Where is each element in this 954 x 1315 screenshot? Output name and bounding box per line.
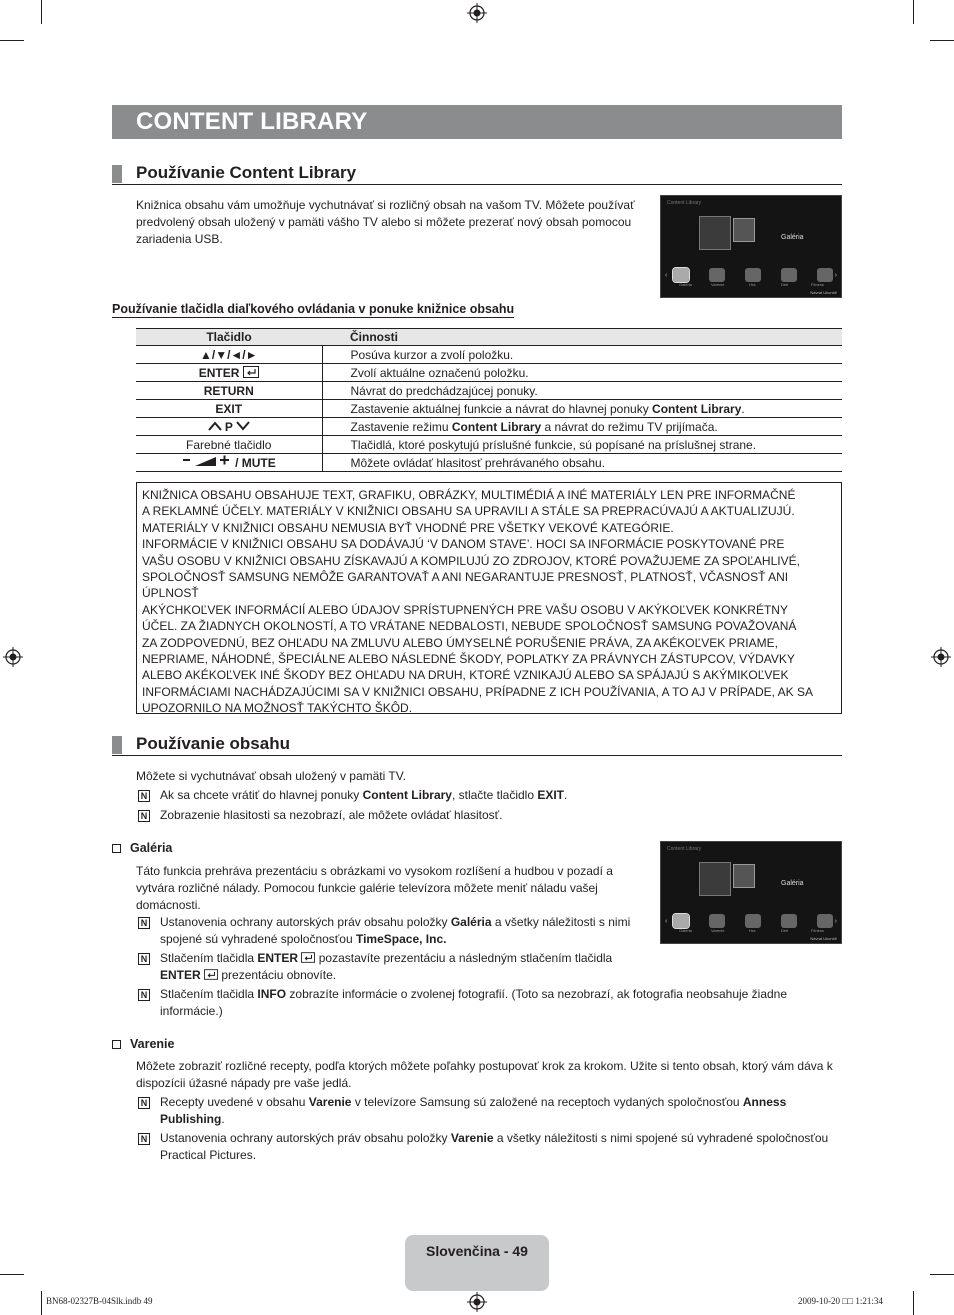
key-cell: RETURN [136, 382, 322, 400]
crop-mark [930, 40, 954, 41]
checkbox-bullet-icon [112, 844, 121, 853]
note-icon: N [138, 917, 150, 929]
kids-icon [781, 268, 797, 282]
galeria-heading [112, 841, 172, 855]
kids-icon [781, 914, 797, 928]
note-part: a všetky náležitosti s nimi spojené sú vyhradené spoločnosťou Practical Pictures. [160, 1131, 829, 1162]
section-title: Používanie Content Library [136, 163, 357, 182]
note-part: Recepty uvedené v obsahu [160, 1095, 309, 1109]
tv-item-label: Varenie [711, 928, 725, 933]
crop-mark [913, 1291, 914, 1315]
key-text: / MUTE [235, 456, 276, 470]
crop-mark [930, 1274, 954, 1275]
tv-screenshot [660, 841, 842, 944]
note-bold: INFO [257, 987, 287, 1001]
note-part: Ustanovenia ochrany autorských práv obsahu položky [160, 915, 451, 929]
registration-mark-icon [931, 647, 951, 667]
note-icon: N [138, 810, 150, 822]
varenie-body: Môžete zobraziť rozličné recepty, podľa ktorých môžete poľahky postupovať krok za krokom. Užite si tento obsah, ktorý vám dáva k dispozícii úžasné nápady pre vaše jedlá. [136, 1059, 833, 1090]
note-text [160, 914, 648, 948]
note-part: v televízore Samsung sú založené na receptoch vydaných spoločnosťou [351, 1095, 743, 1109]
column-header: Tlačidlo [136, 329, 322, 346]
note-bold: Content Library [362, 788, 452, 802]
frame-image [733, 218, 755, 242]
remote-subheading: Používanie tlačidla diaľkového ovládania v ponuke knižnice obsahu [112, 302, 515, 316]
note-bold: Varenie [450, 1131, 494, 1145]
tv-item-label: Hra [749, 282, 756, 287]
section-bar [112, 736, 122, 754]
disclaimer-line: SPOLOČNOSŤ SAMSUNG NEMÔŽE GARANTOVAŤ A ANI NEGARANTUJE PRESNOSŤ, PLATNOSŤ, VČASNOSŤ ANI [142, 570, 789, 585]
chevron-up-icon [208, 421, 222, 431]
crop-mark [41, 0, 42, 24]
action-text: Zastavenie aktuálnej funkcie a návrat do hlavnej ponuky [350, 401, 653, 416]
table-row [136, 364, 842, 382]
disclaimer-line: ZA ZODPOVEDNÚ, BEZ OHĽADU NA ZMLUVU ALEBO ÚMYSELNÉ PORUŠENIE PRÁVA, ZA AKÉKOĽVEK PRIAME, [142, 635, 778, 650]
disclaimer-line: VAŠU OSOBU V KNIŽNICI OBSAHU ZÍSKAVAJÚ A KOMPILUJÚ ZO ZDROJOV, KTORÉ POVAŽUJEME ZA SPOĽAHLIVÉ, [142, 553, 800, 568]
note-bold: ENTER [257, 951, 299, 965]
disclaimer-line: INFORMÁCIAMI NACHÁDZAJÚCIMI SA V KNIŽNICI OBSAHU, PRÍPADNE Z ICH POUŽÍVANIA, A TO AJ V PRÍPADE, AK SA [142, 684, 814, 699]
chevron-down-icon [236, 421, 250, 431]
table-row [136, 346, 842, 364]
section-heading [112, 734, 842, 756]
note-part: Stlačením tlačidla [160, 951, 258, 965]
action-cell [322, 418, 842, 436]
section-bar [112, 165, 122, 183]
section-intro: Môžete si vychutnávať obsah uložený v pamäti TV. [136, 769, 406, 783]
note-icon: N [138, 953, 150, 965]
crop-mark [0, 40, 24, 41]
note-bold: TimeSpace, Inc. [355, 932, 447, 946]
game-icon [745, 914, 761, 928]
disclaimer-line: UPOZORNILO NA MOŽNOSŤ TAKÝCHTO ŠKÔD. [142, 701, 413, 716]
key-cell [136, 418, 322, 436]
table-row [136, 382, 842, 400]
page-title-band [112, 105, 842, 139]
note-bold: Varenie [308, 1095, 352, 1109]
disclaimer-line: ALEBO AKÉKOĽVEK INÉ ŠKODY BEZ OHĽADU NA DRUH, KTORÉ VZNIKAJÚ ALEBO SA SPÁJAJÚ S AKÝMIKOĽVEK [142, 668, 789, 683]
registration-mark-icon [467, 1292, 487, 1312]
registration-mark-icon [467, 3, 487, 23]
chevron-left-icon: ‹ [665, 272, 668, 279]
note-part: prezentáciu obnovíte. [218, 968, 337, 982]
print-datetime: 2009-10-20 □□ 1:21:34 [798, 1296, 883, 1306]
tv-item-label: Fitness [811, 282, 824, 287]
page-number: Slovenčina - 49 [426, 1243, 528, 1259]
tv-item-label: Galéria [679, 928, 692, 933]
table-row [136, 418, 842, 436]
tv-item-label: Varenie [711, 282, 725, 287]
note-part: zobrazíte informácie o zvolenej fotografií. (Toto sa nezobrazí, ak fotografia neobsahuje žiadne informácie.) [160, 987, 788, 1018]
action-cell: Posúva kurzor a zvolí položku. [322, 346, 842, 364]
note-text [160, 986, 840, 1020]
table-row [136, 436, 842, 454]
action-cell [322, 400, 842, 418]
table-header [136, 329, 842, 346]
key-text: P [224, 419, 233, 434]
table-row [136, 454, 842, 472]
tv-center-label: Galéria [781, 234, 804, 241]
note-text [160, 950, 648, 984]
tv-top-label: Content Library [667, 200, 702, 206]
tv-bottom-hint: Návrat Ukončiť [810, 290, 837, 295]
cooking-icon [709, 268, 725, 282]
chevron-left-icon: ‹ [665, 918, 668, 925]
varenie-title: Varenie [130, 1037, 175, 1051]
print-file-info: BN68-02327B-04Slk.indb 49 [46, 1296, 153, 1306]
disclaimer-line: ÚPLNOSŤ [142, 586, 199, 601]
tv-item-label: Hra [749, 928, 756, 933]
disclaimer-line: INFORMÁCIE V KNIŽNICI OBSAHU SA DODÁVAJÚ ‘V DANOM STAVE’. HOCI SA INFORMÁCIE POSKYTOVANÉ PRE [142, 537, 785, 552]
enter-icon [301, 952, 315, 963]
note-part: . [564, 788, 568, 802]
key-cell: Farebné tlačidlo [136, 436, 322, 454]
varenie-heading [112, 1037, 174, 1051]
action-text: Zastavenie režimu [350, 419, 452, 434]
crop-mark [913, 0, 914, 24]
tv-bottom-hint: Návrat Ukončiť [810, 936, 837, 941]
action-cell: Návrat do predchádzajúcej ponuky. [322, 382, 842, 400]
tv-center-label: Galéria [781, 880, 804, 887]
remote-table [136, 328, 842, 472]
tv-item-label: Fitness [811, 928, 824, 933]
action-cell: Zvolí aktuálne označenú položku. [322, 364, 842, 382]
note-icon: N [138, 989, 150, 1001]
crop-mark [41, 1291, 42, 1315]
key-text: ENTER [198, 365, 240, 380]
registration-mark-icon [3, 647, 23, 667]
chair-image [699, 862, 731, 896]
game-icon [745, 268, 761, 282]
disclaimer-box [136, 482, 842, 714]
key-cell: ▲/▼/◄/► [136, 346, 322, 364]
action-cell: Môžete ovládať hlasitosť prehrávaného obsahu. [322, 454, 842, 472]
disclaimer-line: A REKLAMNÉ ÚČELY. MATERIÁLY V KNIŽNICI OBSAHU SA UPRAVILI A STÁLE SA PREPRACÚVAJÚ A AKTUALIZUJÚ. [142, 504, 795, 519]
note-part: . [221, 1112, 225, 1126]
note-part: a všetky náležitosti s nimi spojené sú vyhradené spoločnosťou [160, 915, 631, 946]
note-icon: N [138, 1097, 150, 1109]
action-bold: Content Library [652, 401, 742, 416]
note-icon: N [138, 1133, 150, 1145]
table-row [136, 400, 842, 418]
action-cell: Tlačidlá, ktoré poskytujú príslušné funkcie, sú popísané na príslušnej strane. [322, 436, 842, 454]
volume-icon [182, 455, 232, 467]
tv-screenshot [660, 195, 842, 298]
note-text [160, 1130, 842, 1164]
chair-image [699, 216, 731, 250]
action-text: . [741, 401, 745, 416]
enter-icon [204, 969, 218, 980]
chevron-right-icon: › [834, 272, 837, 279]
tv-item-label: Deti [781, 928, 789, 933]
disclaimer-line: AKÝCHKOĽVEK INFORMÁCIÍ ALEBO ÚDAJOV SPRÍSTUPNENÝCH PRE VAŠU OSOBU V AKÝKOĽVEK KONKRÉTNY [142, 602, 788, 617]
tv-item-label: Galéria [679, 282, 692, 287]
note-part: Stlačením tlačidla [160, 987, 258, 1001]
note-icon: N [138, 790, 150, 802]
cooking-icon [709, 914, 725, 928]
intro-paragraph: Knižnica obsahu vám umožňuje vychutnávať si rozličný obsah na vašom TV. Môžete používať predvolený obsah uložený v pamäti vášho TV alebo si môžete prezerať nový obsah pomocou zariadenia USB. [136, 198, 635, 246]
key-cell: EXIT [136, 400, 322, 418]
key-cell [136, 364, 322, 382]
fitness-icon [817, 268, 833, 282]
note-text [160, 1094, 840, 1128]
page-number-tab [405, 1235, 549, 1291]
frame-image [733, 864, 755, 888]
action-text: a návrat do režimu TV prijímača. [541, 419, 718, 434]
checkbox-bullet-icon [112, 1040, 121, 1049]
note-part: Ak sa chcete vrátiť do hlavnej ponuky [160, 788, 363, 802]
gallery-icon [673, 268, 689, 282]
gallery-icon [673, 914, 689, 928]
section-heading [112, 163, 842, 185]
chevron-right-icon: › [834, 918, 837, 925]
key-cell [136, 454, 322, 472]
note-bold: EXIT [537, 788, 565, 802]
galeria-body: Táto funkcia prehráva prezentáciu s obrázkami vo vysokom rozlíšení a hudbou v pozadí a vytvára rozličné nálady. Pomocou funkcie galérie televízora môžete meniť náladu vašej domácnosti. [136, 864, 613, 912]
note-text [160, 787, 840, 804]
fitness-icon [817, 914, 833, 928]
disclaimer-line: MATERIÁLY V KNIŽNICI OBSAHU NEMUSIA BYŤ VHODNÉ PRE VŠETKY VEKOVÉ KATEGÓRIE. [142, 520, 674, 535]
crop-mark [0, 1274, 24, 1275]
column-header: Činnosti [322, 329, 842, 346]
disclaimer-line: NEPRIAME, NÁHODNÉ, ŠPECIÁLNE ALEBO NÁSLEDNÉ ŠKODY, POPLATKY ZA PRÁVNYCH ZÁSTUPCOV, VÝDAVKY [142, 652, 795, 667]
note-bold: Galéria [450, 915, 492, 929]
section-title: Používanie obsahu [136, 734, 290, 753]
tv-top-label: Content Library [667, 846, 702, 852]
note-bold: ENTER [160, 968, 201, 982]
action-bold: Content Library [451, 419, 542, 434]
note-bold: Anness Publishing [160, 1095, 787, 1126]
note-text: Zobrazenie hlasitosti sa nezobrazí, ale môžete ovládať hlasitosť. [160, 808, 503, 822]
tv-item-label: Deti [781, 282, 789, 287]
enter-icon [243, 366, 259, 378]
note-part: pozastavíte prezentáciu a následným stlačením tlačidla [315, 951, 613, 965]
page-title: CONTENT LIBRARY [136, 108, 368, 135]
disclaimer-line: ÚČEL. ZA ŽIADNYCH OKOLNOSTÍ, A TO VRÁTANE NEDBALOSTI, NEBUDE SPOLOČNOSŤ SAMSUNG POVAŽOVANÁ [142, 619, 797, 634]
galeria-title: Galéria [130, 841, 173, 855]
note-part: Ustanovenia ochrany autorských práv obsahu položky [160, 1131, 451, 1145]
note-part: , stlačte tlačidlo [451, 788, 538, 802]
disclaimer-line: KNIŽNICA OBSAHU OBSAHUJE TEXT, GRAFIKU, OBRÁZKY, MULTIMÉDIÁ A INÉ MATERIÁLY LEN PRE INFORMAČNÉ [142, 488, 796, 502]
